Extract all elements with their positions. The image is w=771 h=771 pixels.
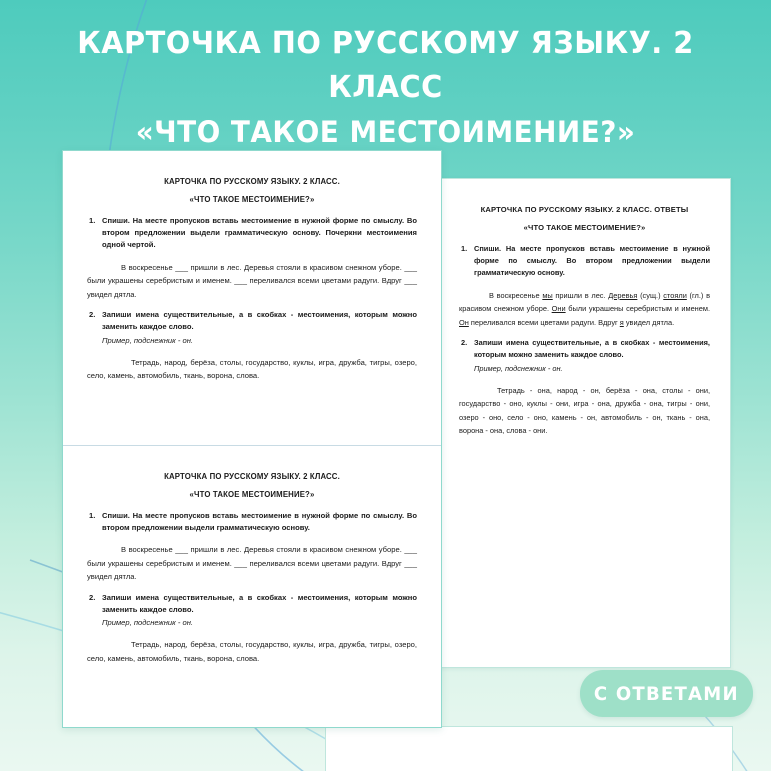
top-task-1-prompt: Спиши. На месте пропусков вставь местоимение в нужной форме по смыслу. Во втором предложении выдели грамматическую основу. Почеркни местоимения одной чертой. — [102, 216, 417, 250]
bottom-task-1 — [87, 510, 417, 534]
answers-task-1-number: 1. — [461, 244, 468, 253]
top-task-1-passage: В воскресенье ___ пришли в лес. Деревья стояли в красивом снежном уборе. ___ были украшены серебристым и именем. ___ переливался всеми цветами радуги. Вдруг ___ увидел дятла. — [87, 262, 417, 299]
bottom-task-1-prompt: Спиши. На месте пропусков вставь местоимение в нужной форме по смыслу. Во втором предложении выдели грамматическую основу. — [102, 510, 417, 532]
answers-task-1-prompt: Спиши. На месте пропусков вставь местоимение в нужной форме по смыслу. Во втором предложении выдели грамматическую основу. — [474, 244, 710, 278]
bottom-task-1-passage: В воскресенье ___ пришли в лес. Деревья стояли в красивом снежном уборе. ___ были украшены серебристым и именем. ___ переливался всеми цветами радуги. Вдруг ___ увидел дятла. — [87, 545, 417, 582]
answers-task-1 — [459, 243, 710, 280]
answers-title: КАРТОЧКА ПО РУССКОМУ ЯЗЫКУ. 2 КЛАСС. ОТВЕТЫ — [480, 205, 689, 214]
top-task-1-number: 1. — [89, 216, 96, 225]
top-task-2 — [87, 309, 417, 347]
bottom-task-2-wordlist: Тетрадь, народ, берёза, столы, государство, куклы, игра, дружба, тигры, озеро, село, камень, автомобиль, ткань, ворона, слова. — [87, 640, 417, 663]
answers-task-2-example: Пример, подснежник - он. — [474, 363, 563, 373]
top-task-2-wordlist: Тетрадь, народ, берёза, столы, государство, куклы, игра, дружба, тигры, озеро, село, камень, автомобиль, ткань, ворона, слова. — [87, 357, 417, 381]
answer-plain-token: В воскресенье — [489, 290, 543, 300]
headline-line-1: КАРТОЧКА ПО РУССКОМУ ЯЗЫКУ. 2 КЛАСС — [77, 26, 694, 105]
worksheet-sheet-bottom — [63, 446, 441, 727]
bottom-subtitle: «ЧТО ТАКОЕ МЕСТОИМЕНИЕ?» — [189, 489, 315, 499]
answers-subtitle: «ЧТО ТАКОЕ МЕСТОИМЕНИЕ?» — [523, 223, 646, 232]
with-answers-badge — [580, 670, 753, 717]
answer-underlined-token: Они — [551, 304, 566, 314]
answer-underlined-token: я — [619, 317, 624, 327]
answers-task-2-number: 2. — [461, 338, 468, 348]
answer-plain-token: (гл.) в красивом снежном уборе. — [459, 290, 710, 314]
answer-plain-token: пришли в лес. — [552, 290, 609, 300]
answer-plain-token: были украшены серебристым и именем. — [565, 304, 711, 314]
answers-task-2-wordlist: Тетрадь - она, народ - он, берёза - она, столы - они, государство - оно, куклы - они, игра - она, дружба - она, тигры - они, озеро - оно, село - оно, камень - он, автомобиль - он, ткань - она, ворона - она, слова - они. — [459, 385, 710, 436]
answer-underlined-token: Он — [459, 317, 469, 327]
with-answers-badge-label: С ОТВЕТАМИ — [594, 682, 739, 705]
answers-task-1-passage — [459, 289, 710, 330]
answer-underlined-token: мы — [542, 290, 553, 300]
answer-underlined-token: стояли — [663, 290, 687, 300]
bottom-task-2-prompt: Запиши имена существительные, а в скобках - местоимения, которым можно заменить каждое слово. — [102, 592, 417, 614]
worksheet-card-third — [325, 726, 733, 771]
bottom-title: КАРТОЧКА ПО РУССКОМУ ЯЗЫКУ. 2 КЛАСС. — [164, 471, 340, 481]
answers-task-2-prompt: Запиши имена существительные, а в скобках - местоимения, которым можно заменить каждое слово. — [474, 338, 710, 360]
top-subtitle: «ЧТО ТАКОЕ МЕСТОИМЕНИЕ?» — [189, 195, 315, 204]
top-title: КАРТОЧКА ПО РУССКОМУ ЯЗЫКУ. 2 КЛАСС. — [164, 177, 340, 186]
bottom-task-2-number: 2. — [89, 592, 96, 602]
top-task-2-prompt: Запиши имена существительные, а в скобках - местоимения, которым можно заменить каждое слово. — [102, 310, 417, 332]
bottom-task-2-example: Пример, подснежник - он. — [102, 617, 194, 627]
headline-line-2: «ЧТО ТАКОЕ МЕСТОИМЕНИЕ?» — [135, 115, 636, 149]
bottom-task-1-number: 1. — [89, 510, 96, 520]
answer-plain-token: переливался всеми цветами радуги. Вдруг — [468, 317, 620, 327]
answer-plain-token: увидел дятла. — [623, 317, 675, 327]
top-task-2-example: Пример, подснежник - он. — [102, 335, 194, 345]
bottom-task-2 — [87, 592, 417, 630]
top-task-1 — [87, 215, 417, 252]
worksheet-sheet-top — [63, 151, 441, 445]
answer-underlined-token: Деревья — [608, 290, 638, 300]
worksheet-card-answers — [438, 178, 731, 668]
answer-plain-token: (сущ.) — [637, 290, 664, 300]
worksheet-card-front — [62, 150, 442, 728]
poster-headline — [0, 22, 771, 154]
answers-task-2 — [459, 337, 710, 375]
top-task-2-number: 2. — [89, 310, 96, 320]
